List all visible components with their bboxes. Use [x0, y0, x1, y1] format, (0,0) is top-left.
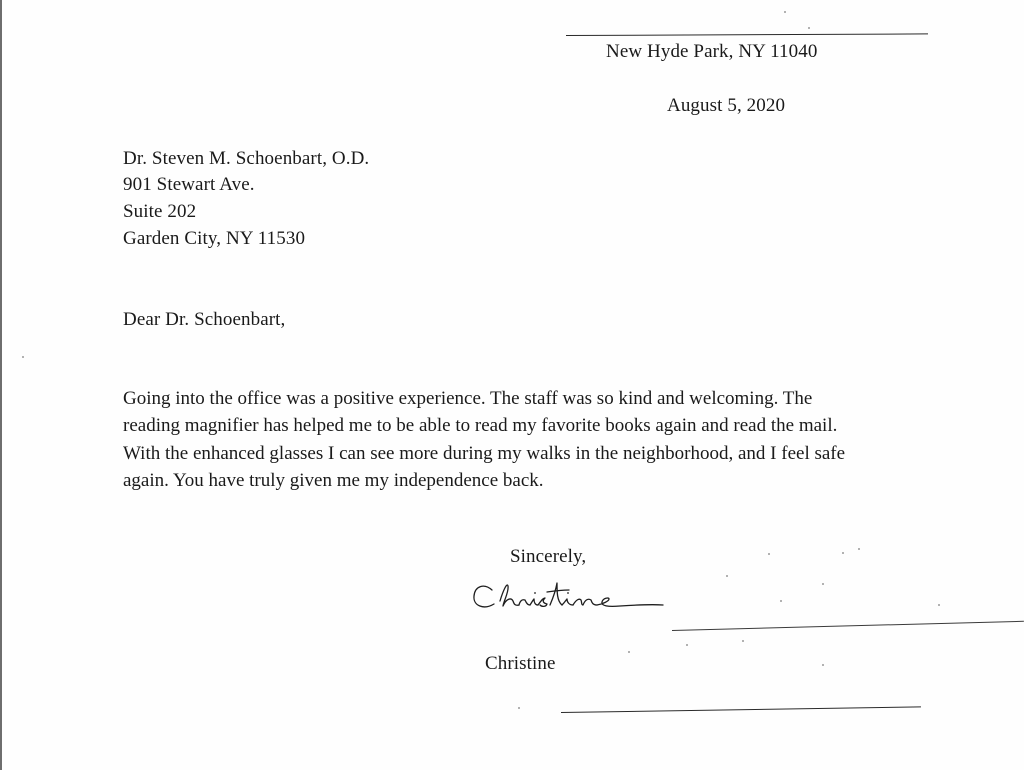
- scan-speck: [822, 583, 824, 585]
- scan-left-edge: [0, 0, 2, 770]
- recipient-name: Dr. Steven M. Schoenbart, O.D.: [123, 148, 370, 169]
- body-line: With the enhanced glasses I can see more during my walks in the neighborhood, and I feel safe: [123, 442, 846, 464]
- sender-city-line: New Hyde Park, NY 11040: [606, 41, 818, 62]
- scan-speck: [784, 11, 786, 13]
- scan-speck: [726, 575, 728, 577]
- body-line: again. You have truly given me my independence back.: [123, 469, 544, 491]
- scan-speck: [858, 548, 860, 550]
- closing: Sincerely,: [510, 546, 587, 567]
- body-line: Going into the office was a positive experience. The staff was so kind and welcoming. The: [123, 388, 813, 409]
- redaction-rule-top: [566, 33, 928, 36]
- scan-speck: [628, 651, 630, 653]
- scan-speck: [518, 707, 520, 709]
- scan-speck: [938, 604, 940, 606]
- scan-speck: [822, 664, 824, 666]
- printed-name: Christine: [485, 653, 556, 674]
- signature-line: [672, 621, 1024, 631]
- scan-speck: [808, 27, 810, 29]
- scan-speck: [780, 600, 782, 602]
- scan-speck: [742, 640, 744, 642]
- scan-speck: [686, 644, 688, 646]
- recipient-suite: Suite 202: [123, 201, 197, 222]
- handwritten-signature: [470, 574, 670, 616]
- scan-speck: [842, 552, 844, 554]
- scan-speck: [768, 553, 770, 555]
- letter-date: August 5, 2020: [667, 95, 786, 116]
- letter-body: [123, 385, 923, 494]
- redaction-rule-bottom: [561, 706, 921, 713]
- scan-speck: [22, 356, 24, 358]
- body-line: reading magnifier has helped me to be able to read my favorite books again and read the mail.: [123, 415, 838, 437]
- salutation: Dear Dr. Schoenbart,: [123, 309, 286, 330]
- recipient-city-line: Garden City, NY 11530: [123, 228, 306, 249]
- recipient-street: 901 Stewart Ave.: [123, 174, 255, 195]
